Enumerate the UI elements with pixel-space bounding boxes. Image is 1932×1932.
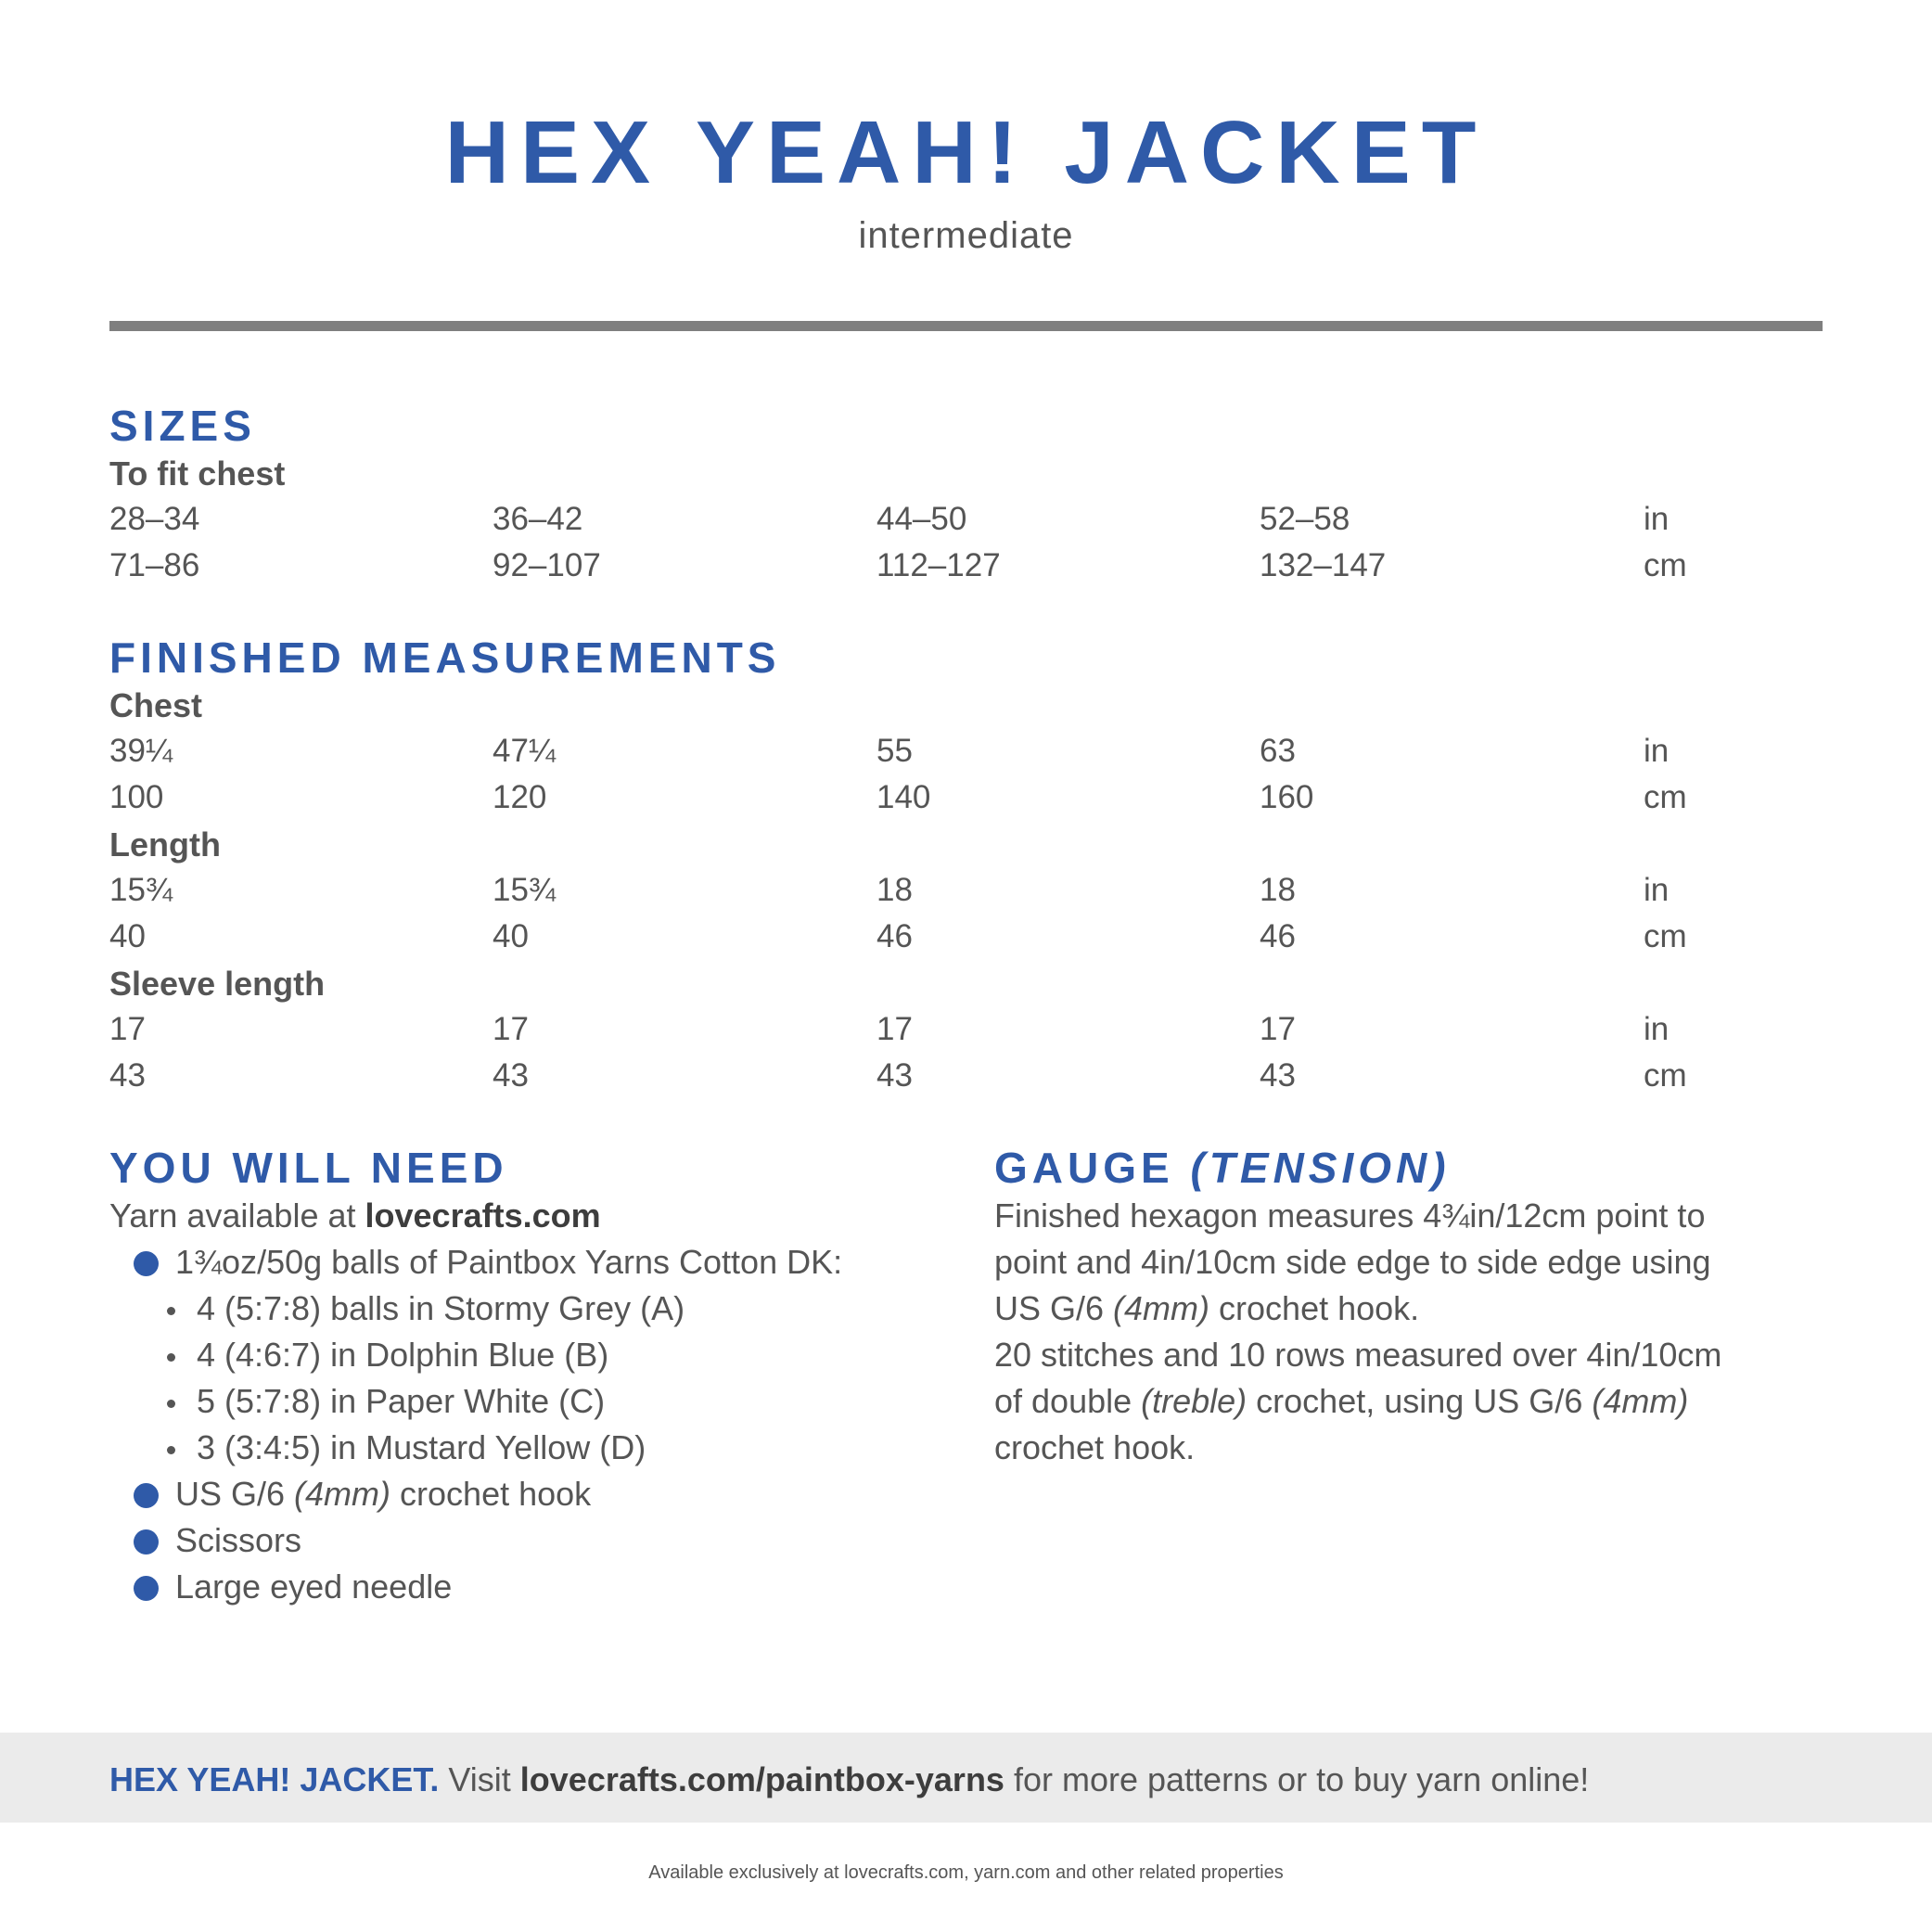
- gauge-hook-size: (4mm): [1592, 1382, 1689, 1420]
- gauge-hook-size: (4mm): [1113, 1289, 1210, 1327]
- yarn-availability-text: Yarn available at: [109, 1196, 365, 1235]
- difficulty-level: intermediate: [858, 215, 1074, 256]
- footer-title: HEX YEAH! JACKET.: [109, 1760, 440, 1798]
- measurement-cell: 120: [493, 779, 547, 815]
- length-row-in: [0, 872, 1932, 918]
- availability-note: Available exclusively at lovecrafts.com, yarn.com and other related properties: [648, 1862, 1284, 1883]
- yarn-color-item: 3 (3:4:5) in Mustard Yellow (D): [197, 1428, 646, 1466]
- divider: [109, 321, 1823, 331]
- unit-cell: cm: [1644, 1057, 1687, 1094]
- bullet-icon: [134, 1483, 159, 1508]
- yarn-color-item: 5 (5:7:8) in Paper White (C): [197, 1382, 606, 1420]
- gauge-text: crochet hook.: [1209, 1289, 1420, 1327]
- gauge-text: US G/6: [994, 1289, 1114, 1327]
- gauge-line: crochet hook.: [994, 1428, 1196, 1466]
- measurement-cell: 63: [1260, 733, 1296, 769]
- sub-bullet-icon: [167, 1400, 175, 1408]
- size-cell: 132–147: [1260, 547, 1387, 583]
- bullet-icon: [134, 1529, 159, 1555]
- hook-text: US G/6: [175, 1475, 295, 1513]
- bullet-icon: [134, 1576, 159, 1601]
- bullet-icon: [134, 1251, 159, 1276]
- measurement-cell: 39¼: [109, 733, 173, 769]
- measurement-cell: 18: [876, 872, 913, 908]
- measurement-cell: 40: [109, 918, 146, 954]
- measurement-cell: 46: [1260, 918, 1296, 954]
- gauge-text: of double: [994, 1382, 1142, 1420]
- pattern-title: HEX YEAH! JACKET: [444, 103, 1488, 202]
- measurement-cell: 46: [876, 918, 913, 954]
- hook-text-end: crochet hook: [390, 1475, 592, 1513]
- measurement-cell: 15¾: [493, 872, 557, 908]
- chest-row-in: [0, 733, 1932, 779]
- gauge-line: point and 4in/10cm side edge to side edge using: [994, 1243, 1711, 1281]
- measurement-cell: 43: [876, 1057, 913, 1094]
- measurement-cell: 18: [1260, 872, 1296, 908]
- unit-cell: in: [1644, 501, 1670, 537]
- measurement-cell: 40: [493, 918, 529, 954]
- size-cell: 92–107: [493, 547, 601, 583]
- scissors-item: Scissors: [175, 1521, 302, 1559]
- yarn-item: 1¾oz/50g balls of Paintbox Yarns Cotton DK:: [175, 1243, 843, 1281]
- unit-cell: cm: [1644, 918, 1687, 954]
- gauge-line: Finished hexagon measures 4¾in/12cm point to: [994, 1196, 1706, 1235]
- measurement-cell: 43: [493, 1057, 529, 1094]
- gauge-heading-italic: (TENSION): [1190, 1144, 1451, 1192]
- sub-bullet-icon: [167, 1446, 175, 1454]
- measurement-cell: 17: [1260, 1011, 1296, 1047]
- size-cell: 44–50: [876, 501, 967, 537]
- hook-size: (4mm): [294, 1475, 391, 1513]
- measurement-cell: 140: [876, 779, 931, 815]
- length-row-cm: [0, 918, 1932, 965]
- gauge-line: 20 stitches and 10 rows measured over 4in/10cm: [994, 1336, 1722, 1374]
- size-cell: 112–127: [876, 547, 1001, 583]
- gauge-heading: [994, 1143, 1451, 1193]
- measurement-cell: 47¼: [493, 733, 557, 769]
- gauge-heading-text: GAUGE: [994, 1144, 1191, 1192]
- measurement-cell: 17: [493, 1011, 529, 1047]
- measurement-cell: 43: [1260, 1057, 1296, 1094]
- sizes-row-cm: [0, 547, 1932, 594]
- gauge-line: [994, 1289, 1419, 1328]
- footer-rest: for more patterns or to buy yarn online!: [1004, 1760, 1590, 1798]
- size-cell: 52–58: [1260, 501, 1350, 537]
- sleeve-row-in: [0, 1011, 1932, 1057]
- gauge-text: crochet, using US G/6: [1247, 1382, 1593, 1420]
- measurement-cell: 17: [876, 1011, 913, 1047]
- you-will-need-heading: YOU WILL NEED: [109, 1144, 508, 1192]
- sleeve-length-label: Sleeve length: [109, 965, 326, 1003]
- gauge-stitch-uk: (treble): [1141, 1382, 1247, 1420]
- to-fit-chest-label: To fit chest: [109, 454, 286, 493]
- hook-item: [175, 1475, 591, 1514]
- size-cell: 28–34: [109, 501, 200, 537]
- unit-cell: in: [1644, 1011, 1670, 1047]
- needle-item: Large eyed needle: [175, 1567, 453, 1606]
- chest-row-cm: [0, 779, 1932, 825]
- sizes-heading: SIZES: [109, 402, 256, 450]
- sub-bullet-icon: [167, 1307, 175, 1315]
- length-label: Length: [109, 825, 221, 864]
- unit-cell: in: [1644, 872, 1670, 908]
- yarn-color-item: 4 (4:6:7) in Dolphin Blue (B): [197, 1336, 609, 1374]
- yarn-availability-line: [109, 1196, 601, 1235]
- finished-measurements-heading: FINISHED MEASUREMENTS: [109, 633, 781, 682]
- sizes-row-in: [0, 501, 1932, 547]
- unit-cell: cm: [1644, 547, 1687, 583]
- measurement-cell: 43: [109, 1057, 146, 1094]
- chest-label: Chest: [109, 686, 203, 724]
- sub-bullet-icon: [167, 1353, 175, 1362]
- measurement-cell: 15¾: [109, 872, 173, 908]
- lovecrafts-link[interactable]: lovecrafts.com: [365, 1196, 601, 1235]
- gauge-line: [994, 1382, 1688, 1421]
- measurement-cell: 160: [1260, 779, 1314, 815]
- sleeve-row-cm: [0, 1057, 1932, 1104]
- measurement-cell: 17: [109, 1011, 146, 1047]
- size-cell: 71–86: [109, 547, 200, 583]
- yarn-color-item: 4 (5:7:8) balls in Stormy Grey (A): [197, 1289, 685, 1327]
- footer-visit: Visit: [439, 1760, 520, 1798]
- size-cell: 36–42: [493, 501, 583, 537]
- measurement-cell: 55: [876, 733, 913, 769]
- footer-promo: [109, 1760, 1589, 1799]
- unit-cell: cm: [1644, 779, 1687, 815]
- paintbox-yarns-link[interactable]: lovecrafts.com/paintbox-yarns: [519, 1760, 1004, 1798]
- measurement-cell: 100: [109, 779, 164, 815]
- unit-cell: in: [1644, 733, 1670, 769]
